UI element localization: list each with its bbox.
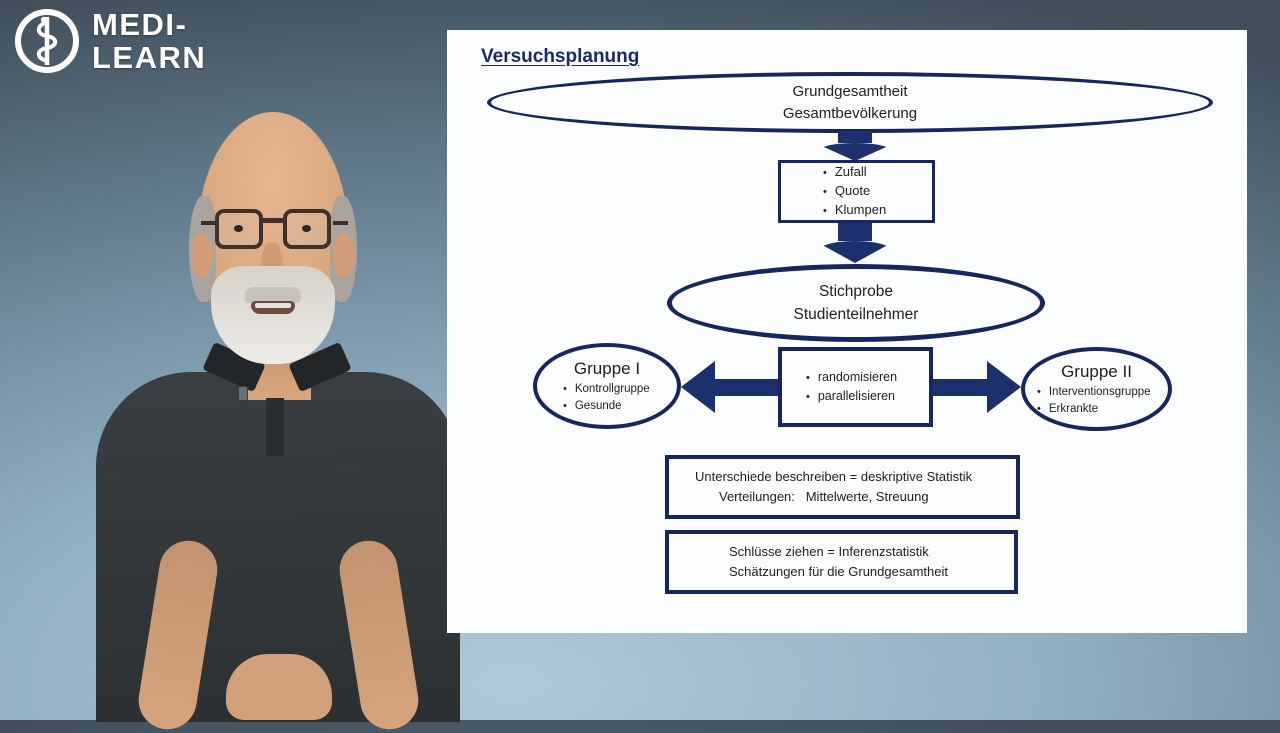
presenter-ear-left bbox=[191, 233, 213, 277]
presenter-hands bbox=[226, 654, 332, 720]
presenter-eye-right bbox=[302, 225, 311, 232]
sampling-item: Klumpen bbox=[834, 201, 887, 217]
glasses-temple-left bbox=[201, 221, 216, 225]
group2-item: Erkrankte bbox=[1048, 403, 1099, 416]
bullet-icon: • bbox=[1037, 386, 1041, 399]
list-item bbox=[563, 398, 677, 415]
staff-of-asclepius-icon bbox=[14, 8, 80, 74]
slide-title: Versuchsplanung bbox=[481, 46, 640, 67]
list-item bbox=[806, 387, 929, 406]
arrow-left-to-group1 bbox=[681, 361, 778, 413]
list-item bbox=[823, 182, 932, 201]
bullet-icon: • bbox=[806, 371, 810, 384]
arrow-right-icon bbox=[987, 361, 1021, 413]
bullet-icon: • bbox=[1037, 403, 1041, 416]
group2-item: Interventionsgruppe bbox=[1048, 386, 1151, 399]
arrow-left-icon bbox=[681, 361, 715, 413]
sample-ellipse bbox=[667, 264, 1045, 342]
population-ellipse bbox=[487, 72, 1213, 133]
glasses-temple-right bbox=[333, 221, 348, 225]
list-item bbox=[823, 201, 932, 220]
group2-items bbox=[1025, 384, 1168, 418]
arrow-shaft bbox=[933, 379, 987, 396]
arrow-shaft bbox=[715, 379, 778, 396]
population-line1: Grundgesamtheit bbox=[792, 82, 908, 100]
group2-ellipse bbox=[1021, 347, 1172, 431]
list-item bbox=[823, 163, 932, 182]
sampling-item: Quote bbox=[834, 183, 871, 199]
bullet-icon: • bbox=[806, 391, 810, 403]
arrow-down-icon bbox=[815, 241, 895, 263]
brand-line1: MEDI- bbox=[92, 7, 188, 42]
allocation-box bbox=[778, 347, 933, 427]
descriptive-line1: Unterschiede beschreiben = deskriptive Statistik bbox=[695, 468, 973, 484]
descriptive-statistics-box bbox=[665, 455, 1020, 519]
bullet-icon: • bbox=[823, 204, 827, 217]
group1-item: Kontrollgruppe bbox=[574, 383, 650, 396]
inference-line2: Schätzungen für die Grundgesamtheit bbox=[729, 564, 948, 579]
brand-text bbox=[92, 8, 206, 75]
list-item bbox=[563, 381, 677, 398]
group2-title: Gruppe II bbox=[1061, 361, 1132, 381]
group1-item: Gesunde bbox=[574, 400, 622, 413]
inference-statistics-box bbox=[665, 530, 1018, 594]
allocation-item: parallelisieren bbox=[817, 389, 895, 403]
arrow-right-to-group2 bbox=[933, 361, 1021, 413]
sample-line2: Studienteilnehmer bbox=[793, 306, 919, 323]
population-line2: Gesamtbevölkerung bbox=[782, 104, 918, 122]
presenter-mouth bbox=[251, 301, 295, 314]
list-item bbox=[806, 368, 929, 387]
arrow-down-icon bbox=[815, 143, 895, 161]
bullet-icon: • bbox=[823, 186, 827, 199]
presenter-ear-right bbox=[333, 233, 355, 277]
arrow-down-population-to-sampling bbox=[815, 131, 895, 161]
allocation-item: randomisieren bbox=[817, 369, 898, 384]
arrow-shaft bbox=[838, 131, 872, 143]
clip-microphone bbox=[238, 386, 248, 401]
inference-line1: Schlüsse ziehen = Inferenzstatistik bbox=[729, 543, 929, 559]
sample-line1: Stichprobe bbox=[818, 282, 894, 300]
brand-line2: LEARN bbox=[92, 40, 207, 76]
list-item bbox=[1037, 401, 1168, 418]
group1-title: Gruppe I bbox=[573, 358, 641, 378]
bullet-icon: • bbox=[563, 400, 567, 413]
brand-logo bbox=[14, 8, 206, 75]
sampling-methods-box bbox=[778, 160, 935, 223]
list-item bbox=[1037, 384, 1168, 401]
slide-versuchsplanung bbox=[447, 30, 1247, 633]
presenter-teeth bbox=[255, 303, 291, 308]
shirt-placket bbox=[266, 398, 284, 456]
presenter-eye-left bbox=[234, 225, 243, 232]
group1-ellipse bbox=[533, 343, 681, 429]
bullet-icon: • bbox=[563, 383, 567, 396]
arrow-down-sampling-to-sample bbox=[815, 223, 895, 263]
group1-items bbox=[537, 381, 677, 415]
sampling-item: Zufall bbox=[834, 164, 867, 180]
bullet-icon: • bbox=[823, 167, 827, 180]
arrow-shaft bbox=[838, 223, 872, 241]
descriptive-line2: Verteilungen: Mittelwerte, Streuung bbox=[719, 489, 929, 504]
glasses-bridge bbox=[261, 218, 285, 223]
